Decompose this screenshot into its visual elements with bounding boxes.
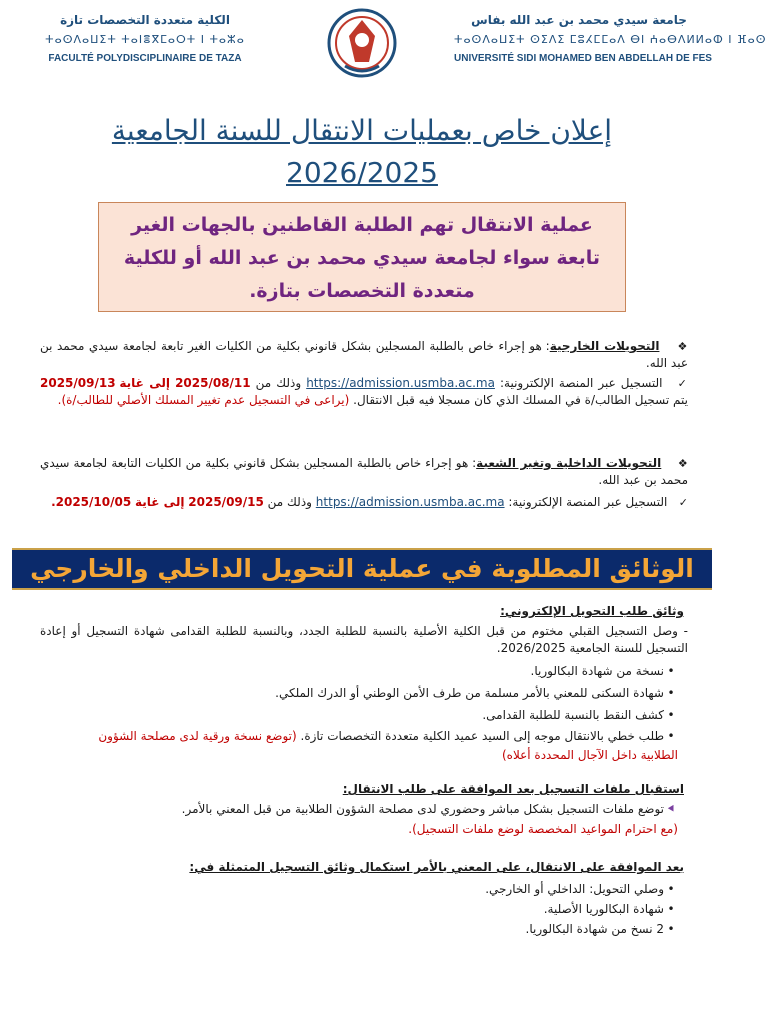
internal-reg-mid: وذلك من: [267, 495, 312, 509]
external-reg-prefix: التسجيل عبر المنصة الإلكترونية:: [499, 376, 663, 390]
docs-electronic-heading: وثائق طلب التحويل الإلكتروني:: [500, 604, 684, 618]
external-heading: التحويلات الخارجية: [549, 339, 660, 353]
external-registration: [40, 375, 688, 409]
external-admission-link[interactable]: https://admission.usmba.ac.ma: [306, 376, 495, 390]
reception-heading: استقبال ملفات التسجيل بعد الموافقة على طلب الانتقال:: [342, 782, 684, 796]
arrow-bullet-icon: ⯇: [666, 802, 676, 816]
internal-date-to: 2025/10/05.: [51, 495, 132, 509]
external-reg-after: يتم تسجيل الطالب/ة في المسلك الذي كان مسجلا فيه قبل الانتقال.: [353, 393, 688, 407]
list-item: •طلب خطي بالانتقال موجه إلى السيد عميد الكلية متعددة التخصصات تازة. (توضع نسخة ورقية لدى مصلحة الشؤون الطلابية داخل الآجال المحددة أعلاه): [98, 729, 678, 762]
internal-date-from: 2025/09/15: [188, 495, 264, 509]
faculty-name-ar: الكلية متعددة التخصصات تازة: [60, 13, 230, 27]
list-item: •شهادة البكالوريا الأصلية.: [543, 902, 675, 916]
external-date-from: 2025/08/11: [175, 376, 251, 390]
highlight-box: [98, 202, 626, 312]
internal-text: : هو إجراء خاص بالطلبة المسجلين بشكل قانوني بكلية من الكليات التابعة لجامعة سيدي محمد بن عبد الله.: [40, 456, 688, 487]
reception-note: (مع احترام المواعيد المخصصة لوضع ملفات التسجيل).: [408, 822, 678, 836]
university-name-ar: جامعة سيدي محمد بن عبد الله بفاس: [471, 13, 687, 27]
university-name-fr: UNIVERSITÉ SIDI MOHAMED BEN ABDELLAH DE FES: [454, 53, 712, 64]
external-transfers-section: [40, 338, 688, 372]
checkmark-icon: ✓: [677, 377, 689, 390]
list-item: •كشف النقط بالنسبة للطلبة القدامى.: [482, 708, 675, 722]
external-date-to: 2025/09/13: [40, 376, 116, 390]
highlight-text: عملية الانتقال تهم الطلبة القاطنين بالجهات الغير تابعة سواء لجامعة سيدي محمد بن عبد الله أو للكلية متعددة التخصصات بتازة.: [123, 214, 601, 302]
faculty-name-fr: FACULTÉ POLYDISCIPLINAIRE DE TAZA: [48, 53, 242, 64]
internal-admission-link[interactable]: https://admission.usmba.ac.ma: [315, 495, 505, 509]
university-header: [454, 12, 767, 66]
list-item: •2 نسخ من شهادة البكالوريا.: [525, 922, 675, 936]
internal-registration: [40, 494, 688, 511]
external-until: إلى غاية: [119, 376, 171, 390]
checkmark-icon: ✓: [678, 496, 688, 509]
docs-electronic-intro: - وصل التسجيل القبلي مختوم من قبل الكلية الأصلية بالنسبة للطلبة الجدد، وبالنسبة للطلبة القدامى شهادة التسجيل أو إعادة التسجيل للسنة الجامعية 2026/2025.: [40, 624, 688, 655]
faculty-name-tifinagh: ⵜⴰⵙⴷⴰⵡⵉⵜ ⵜⴰⵏⴻⴳⵎⴰⵔⵜ ⵏ ⵜⴰⵣⴰ: [45, 33, 245, 46]
external-note: (يراعى في التسجيل عدم تغيير المسلك الأصلي للطالب/ة).: [57, 393, 350, 407]
reception-text: ⯇توضع ملفات التسجيل بشكل مباشر وحضوري لدى مصلحة الشؤون الطلابية من قبل المعني بالأمر.: [58, 800, 678, 819]
external-text: : هو إجراء خاص بالطلبة المسجلين بشكل قانوني بكلية من الكليات الغير تابعة لجامعة سيدي محمد بن عبد الله.: [40, 339, 688, 370]
docs-electronic-note: (توضع نسخة ورقية لدى مصلحة الشؤون الطلابية داخل الآجال المحددة أعلاه): [98, 729, 678, 762]
academic-year: 2026/2025: [286, 156, 438, 189]
diamond-bullet-icon: ❖: [677, 340, 688, 353]
internal-until: إلى غاية: [135, 495, 185, 509]
university-name-tifinagh: ⵜⴰⵙⴷⴰⵡⵉⵜ ⵙⵉⴷⵉ ⵎⵓⵃⵎⵎⴰⴷ ⴱⵏ ⵄⴰⴱⴷⵍⵍⴰⵀ ⵏ ⴼⴰⵙ: [454, 33, 767, 46]
list-item: •شهادة السكنى للمعني بالأمر مسلمة من طرف الأمن الوطني أو الدرك الملكي.: [275, 686, 675, 700]
diamond-bullet-icon: ❖: [677, 457, 689, 470]
internal-heading: التحويلات الداخلية وتغير الشعبة: [476, 456, 662, 470]
page-title: إعلان خاص بعمليات الانتقال للسنة الجامعية: [111, 114, 613, 147]
internal-transfers-section: [40, 455, 688, 489]
internal-reg-prefix: التسجيل عبر المنصة الإلكترونية:: [508, 495, 668, 509]
faculty-header: [20, 12, 270, 66]
list-item: •وصلي التحويل: الداخلي أو الخارجي.: [485, 882, 675, 896]
list-item: •نسخة من شهادة البكالوريا.: [530, 664, 675, 678]
banner-title: الوثائق المطلوبة في عملية التحويل الداخلي والخارجي: [30, 554, 694, 583]
required-documents-banner: [12, 548, 712, 590]
university-crest-icon: [325, 6, 399, 80]
after-approval-heading: بعد الموافقة على الانتقال، على المعني بالأمر استكمال وثائق التسجيل المتمثلة في:: [189, 860, 684, 874]
external-reg-mid: وذلك من: [255, 376, 302, 390]
